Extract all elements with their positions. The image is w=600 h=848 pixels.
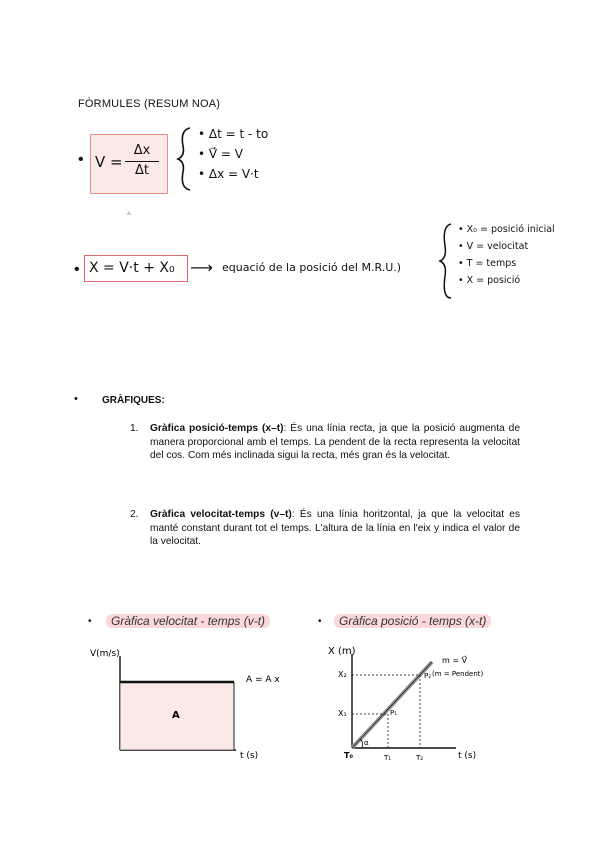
t2-label: T₂ [416, 754, 424, 762]
slope-label: m = V⃗ [442, 656, 468, 665]
list-item [150, 508, 520, 549]
xt-graph [320, 640, 510, 768]
arrow-icon: ⟶ [190, 258, 213, 277]
small-marker: ▲ [125, 208, 133, 217]
mru-equation-box [84, 255, 188, 282]
x2-label: X₂ [338, 670, 347, 679]
vt-graph [84, 642, 284, 766]
xt-x-label: t (s) [458, 751, 477, 761]
formula2-items [458, 221, 555, 289]
x1-label: X₁ [338, 709, 347, 718]
list-item-text: : És una línia recta, ja que la posició augmenta de manera proporcional amb el temps. La pendent de la recta representa la velocitat del cos. Com més inclinada sigui la recta, més gran és la velocitat. [150, 423, 520, 462]
bullet-dot: • [78, 151, 84, 168]
velocity-vector-item: • V⃗ = V [198, 147, 243, 161]
vt-graph-title: Gràfica velocitat - temps (v-t) [106, 614, 270, 628]
formula1-items [198, 124, 268, 184]
list-number: 1. [130, 423, 139, 434]
time-item: • T = temps [458, 258, 517, 269]
bullet-dot: • [74, 393, 78, 405]
slope-note: (m = Pendent) [432, 670, 484, 678]
list-item-text: : És una línia horitzontal, ja que la velocitat es manté constant durant tot el temps. L'altura de la línia en l'eix y indica el valor de la velocitat. [150, 509, 520, 548]
velocity-formula-box [90, 134, 168, 194]
mru-equation: X = V·t + X₀ [89, 260, 175, 276]
p1-label: P₁ [390, 709, 398, 717]
xt-graph-title: Gràfica posició - temps (x-t) [334, 614, 491, 628]
page-title: FÒRMULES (RESUM NOA) [78, 98, 221, 110]
list-item-title: Gràfica posició-temps (x–t) [150, 423, 284, 434]
alpha-label: α [364, 739, 369, 747]
left-brace-1 [176, 126, 194, 192]
left-brace-2 [438, 222, 454, 300]
vt-line-label: A = A x [246, 675, 280, 685]
initial-position-item: • X₀ = posició inicial [458, 224, 555, 235]
list-number: 2. [130, 509, 139, 520]
fraction-bar [125, 161, 159, 162]
t0-label: T₀ [344, 751, 353, 760]
graphs-heading: GRÀFIQUES: [102, 395, 165, 406]
vt-y-label: V(m/s) [90, 649, 120, 659]
list-item-title: Gràfica velocitat-temps (v–t) [150, 509, 292, 520]
vt-x-label: t (s) [240, 751, 259, 761]
fraction-denominator: Δt [135, 163, 149, 178]
fraction-numerator: Δx [133, 143, 151, 158]
list-item [150, 422, 520, 463]
velocity-item: • V = velocitat [458, 241, 529, 252]
mru-label: equació de la posició del M.R.U.) [222, 261, 402, 274]
xt-y-label: X (m) [328, 646, 356, 657]
vt-area-label: A [172, 710, 180, 721]
bullet-dot: • [318, 616, 322, 627]
bullet-dot: • [74, 261, 80, 278]
bullet-dot: • [88, 616, 92, 627]
p2-label: P₂ [424, 672, 432, 680]
t1-label: T₁ [384, 754, 392, 762]
delta-t-item: • Δt = t - to [198, 127, 269, 141]
position-item: • X = posició [458, 275, 521, 286]
velocity-lhs: V = [95, 153, 123, 171]
delta-x-item: • Δx = V·t [198, 167, 259, 181]
